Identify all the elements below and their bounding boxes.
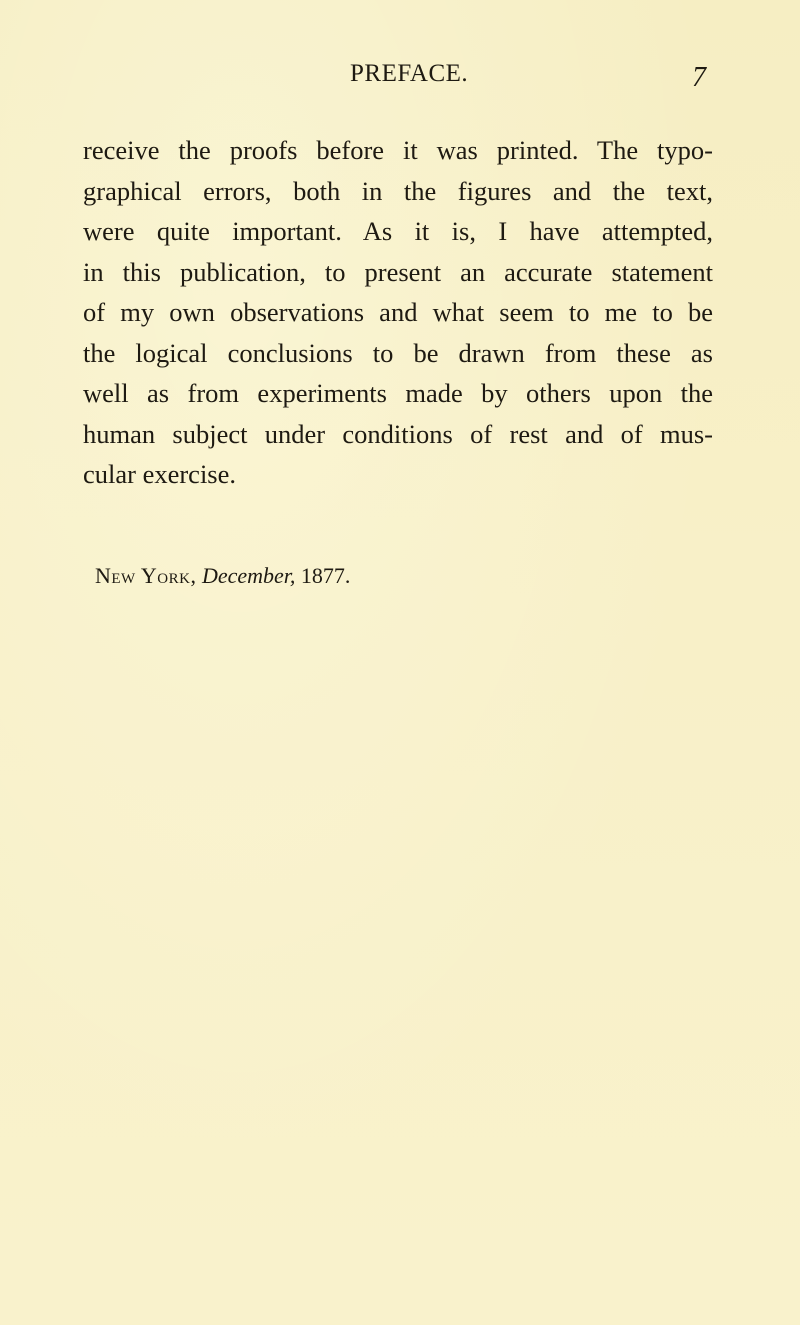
text-line: well as from experiments made by others upon the xyxy=(83,378,713,408)
preface-paragraph xyxy=(83,130,713,495)
signature-place: New York, xyxy=(95,563,197,588)
text-line: cular exercise. xyxy=(83,459,237,489)
date-signature xyxy=(95,563,350,589)
text-line: in this publication, to present an accurate statement xyxy=(83,256,713,287)
text-line: human subject under conditions of rest and of mus- xyxy=(83,418,713,449)
text-line: of my own observations and what seem to me to be xyxy=(83,297,713,327)
signature-year: 1877. xyxy=(300,563,351,588)
text-line: receive the proofs before it was printed. The typo- xyxy=(83,135,713,165)
page-number: 7 xyxy=(692,62,706,93)
text-line: were quite important. As it is, I have attempted, xyxy=(83,216,713,246)
signature-month: December, xyxy=(201,563,296,588)
text-line: graphical errors, both in the figures and the text, xyxy=(83,175,713,206)
text-line: the logical conclusions to be drawn from these as xyxy=(83,337,713,368)
running-head: PREFACE. xyxy=(350,60,469,87)
